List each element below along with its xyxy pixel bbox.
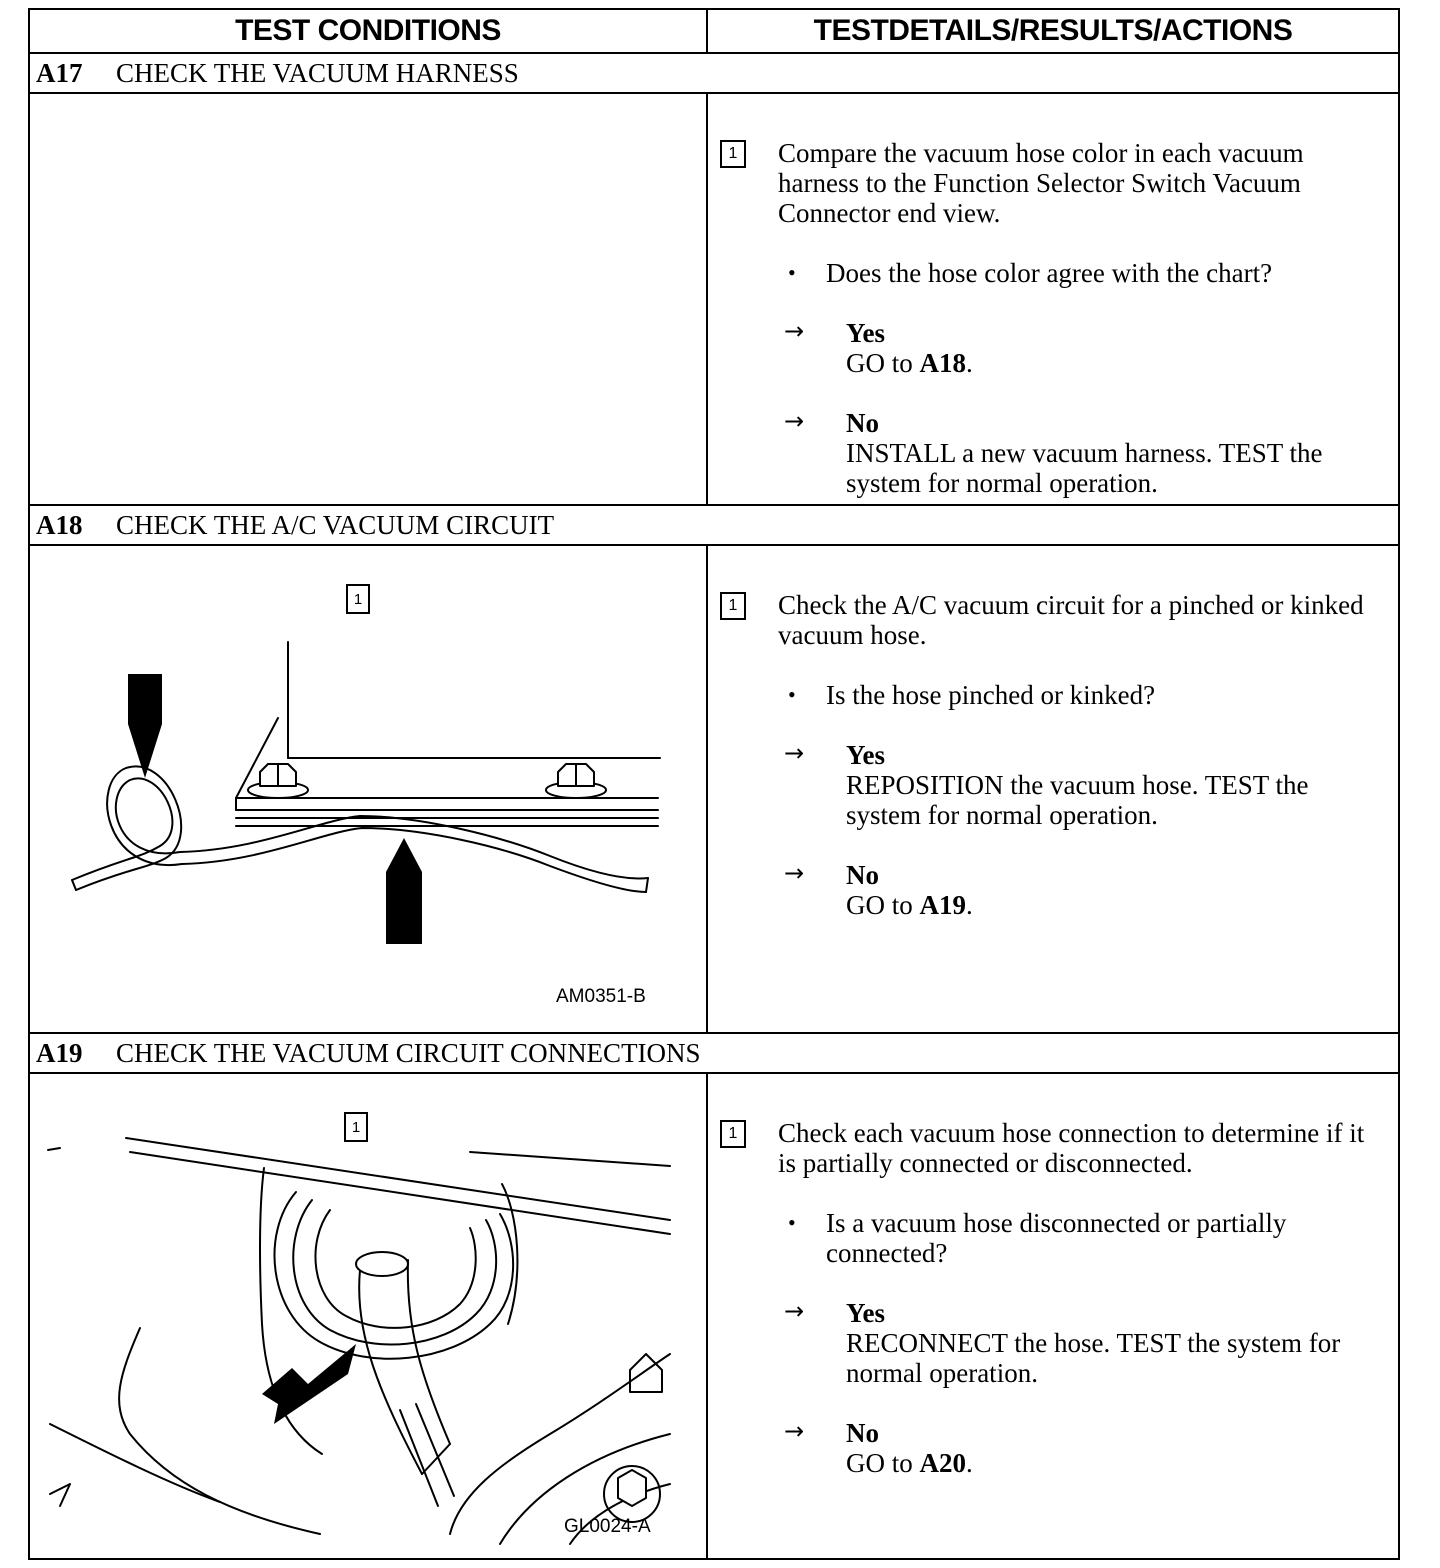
answer-no-label: No	[846, 860, 879, 890]
step-content	[720, 1118, 1370, 1478]
diagnostic-test-table	[28, 8, 1400, 1560]
answer-yes	[784, 318, 1370, 378]
step-instruction: Check each vacuum hose connection to determine if it is partially connected or disconnected.	[778, 1118, 1365, 1178]
answer-yes-label: Yes	[846, 318, 885, 348]
step-title: CHECK THE VACUUM HARNESS	[116, 57, 519, 88]
answer-no	[784, 860, 1370, 920]
step-id: A17	[36, 57, 83, 88]
step-instruction: Compare the vacuum hose color in each vacuum harness to the Function Selector Switch Vacuum Connector end view.	[778, 138, 1304, 228]
step-question: • Does the hose color agree with the chart?	[788, 258, 1370, 288]
answer-no-label: No	[846, 408, 879, 438]
step-instruction: Check the A/C vacuum circuit for a pinched or kinked vacuum hose.	[778, 590, 1364, 650]
header-test-details: TESTDETAILS/RESULTS/ACTIONS	[813, 14, 1293, 47]
step-number-box: 1	[720, 1120, 746, 1148]
table-header	[30, 10, 1398, 54]
answer-yes-label: Yes	[846, 740, 885, 770]
answer-no-label: No	[846, 1418, 879, 1448]
figure-id: GL0024-A	[564, 1516, 651, 1537]
step-title-row-a19	[30, 1034, 1398, 1074]
step-content	[720, 138, 1370, 498]
test-details-cell	[708, 1074, 1398, 1558]
step-id: A18	[36, 509, 83, 540]
answer-yes-label: Yes	[846, 1298, 885, 1328]
step-number-box: 1	[720, 592, 746, 620]
test-details-cell	[708, 546, 1398, 1032]
figure-callout-box: 1	[346, 584, 370, 614]
step-title: CHECK THE A/C VACUUM CIRCUIT	[116, 509, 555, 540]
step-id: A19	[36, 1037, 83, 1068]
step-content	[720, 590, 1370, 920]
answer-no	[784, 1418, 1370, 1478]
answer-no	[784, 408, 1370, 498]
arrow-right-icon: →	[784, 1297, 805, 1325]
answer-yes-action: GO to A18.	[846, 348, 973, 378]
figure-callout-box: 1	[344, 1112, 368, 1142]
step-body-a18	[30, 546, 1398, 1034]
test-conditions-cell	[30, 1074, 708, 1558]
answer-no-action: GO to A19.	[846, 890, 973, 920]
test-details-cell	[708, 94, 1398, 504]
answer-yes	[784, 1298, 1370, 1388]
arrow-right-icon: →	[784, 407, 805, 435]
answer-yes-action: REPOSITION the vacuum hose. TEST the system for normal operation.	[846, 770, 1309, 830]
step-title: CHECK THE VACUUM CIRCUIT CONNECTIONS	[116, 1037, 701, 1068]
answer-yes	[784, 740, 1370, 830]
step-question: • Is the hose pinched or kinked?	[788, 680, 1370, 710]
step-question: • Is a vacuum hose disconnected or partially connected?	[788, 1208, 1370, 1268]
arrow-right-icon: →	[784, 739, 805, 767]
arrow-right-icon: →	[784, 859, 805, 887]
header-test-conditions: TEST CONDITIONS	[30, 10, 708, 52]
answer-no-action: INSTALL a new vacuum harness. TEST the system for normal operation.	[846, 438, 1323, 498]
hose-connection-illustration	[30, 1074, 706, 1558]
figure-id: AM0351-B	[556, 986, 646, 1007]
answer-yes-action: RECONNECT the hose. TEST the system for normal operation.	[846, 1328, 1341, 1388]
step-number-box: 1	[720, 140, 746, 168]
step-title-row-a17	[30, 54, 1398, 94]
step-title-row-a18	[30, 506, 1398, 546]
pinched-hose-illustration	[30, 546, 706, 1032]
arrow-right-icon: →	[784, 317, 805, 345]
arrow-right-icon: →	[784, 1417, 805, 1445]
test-conditions-cell	[30, 546, 708, 1032]
test-conditions-cell	[30, 94, 708, 504]
answer-no-action: GO to A20.	[846, 1448, 973, 1478]
step-body-a17	[30, 94, 1398, 506]
step-body-a19	[30, 1074, 1398, 1558]
